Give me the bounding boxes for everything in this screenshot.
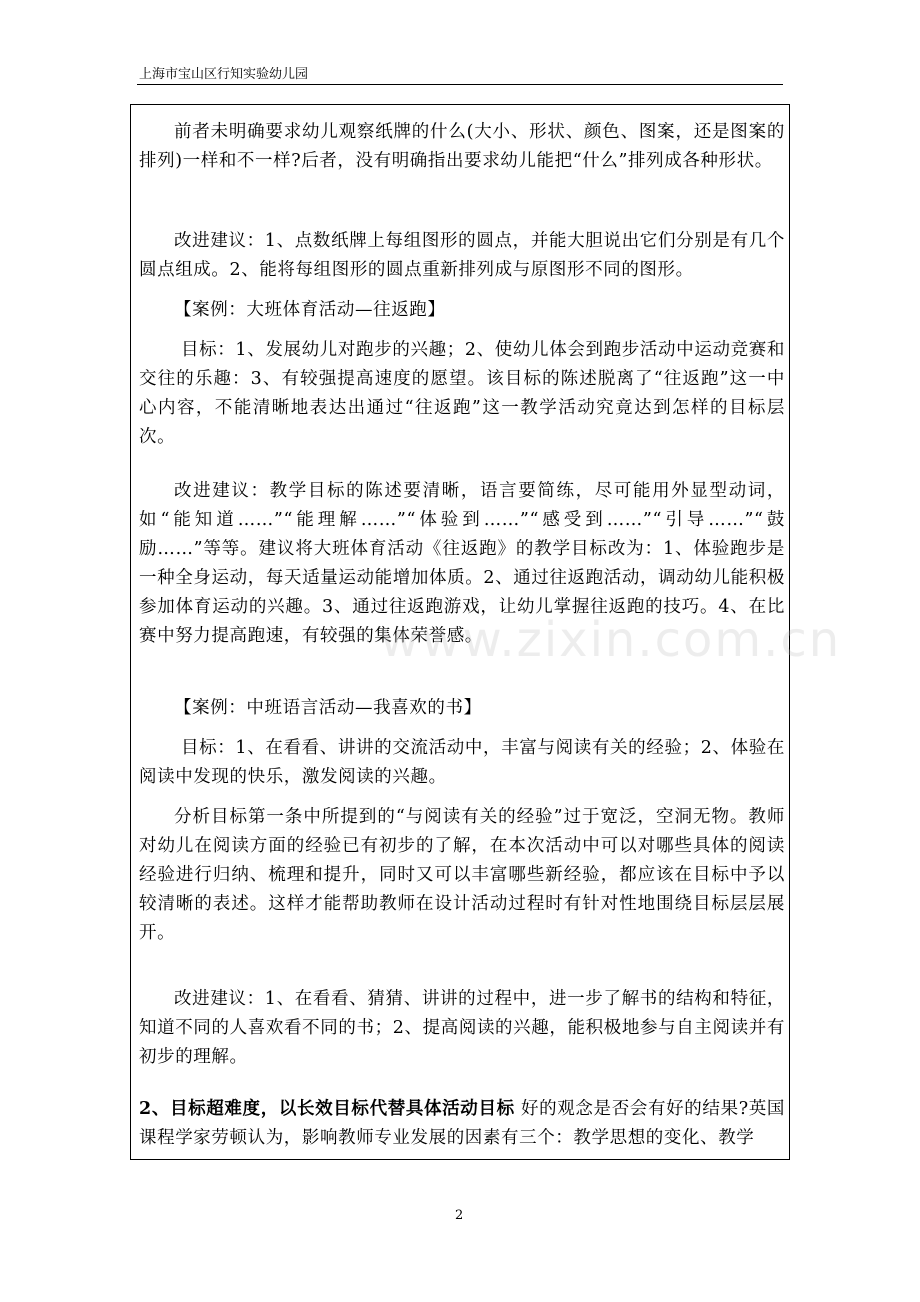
section-2-heading: 2、目标超难度，以长效目标代替具体活动目标 <box>139 1099 515 1119</box>
page-number: 2 <box>455 1208 464 1223</box>
section-2-paragraph <box>139 1095 785 1153</box>
case-title-running: 【案例：大班体育活动—往返跑】 <box>174 300 446 320</box>
paragraph-observation: 前者未明确要求幼儿观察纸牌的什么(大小、形状、颜色、图案，还是图案的排列)一样和不一样?后者，没有明确指出要求幼儿能把“什么”排列成各种形状。 <box>139 122 785 171</box>
header-rule <box>137 84 783 85</box>
paragraph-case1-goal: 目标：1、发展幼儿对跑步的兴趣；2、使幼儿体会到跑步活动中运动竞赛和交往的乐趣：3、有较强提高速度的愿望。该目标的陈述脱离了“往返跑”这一中心内容，不能清晰地表达出通过“往返跑”这一教学活动究竟达到怎样的目标层次。 <box>139 340 785 447</box>
paragraph-case2-suggestion: 改进建议：1、在看看、猜猜、讲讲的过程中，进一步了解书的结构和特征，知道不同的人喜欢看不同的书；2、提高阅读的兴趣，能积极地参与自主阅读并有初步的理解。 <box>139 989 785 1067</box>
paragraph-case2-analysis: 分析目标第一条中所提到的“与阅读有关的经验”过于宽泛，空洞无物。教师对幼儿在阅读方面的经验已有初步的了解，在本次活动中可以对哪些具体的阅读经验进行归纳、梳理和提升，同时又可以丰富哪些新经验，都应该在目标中予以较清晰的表述。这样才能帮助教师在设计活动过程时有针对性地围绕目标层层展开。 <box>139 807 785 943</box>
watermark: www.zixin.com.cn <box>380 612 842 668</box>
case-title-language: 【案例：中班语言活动—我喜欢的书】 <box>174 698 482 718</box>
paragraph-case2-goal: 目标：1、在看看、讲讲的交流活动中，丰富与阅读有关的经验；2、体验在阅读中发现的快乐，激发阅读的兴趣。 <box>139 738 785 787</box>
paragraph-case1-suggestion: 改进建议：教学目标的陈述要清晰，语言要简练，尽可能用外显型动词，如“能知道……”“能理解……”“体验到……”“感受到……”“引导……”“鼓励……”等等。建议将大班体育活动《往返跑》的教学目标改为：1、体验跑步是一种全身运动，每天适量运动能增加体质。2、通过往返跑活动，调动幼儿能积极参加体育运动的兴趣。3、通过往返跑游戏，让幼儿掌握往返跑的技巧。4、在比赛中努力提高跑速，有较强的集体荣誉感。 <box>139 481 785 646</box>
paragraph-suggestion-1: 改进建议：1、点数纸牌上每组图形的圆点，并能大胆说出它们分别是有几个圆点组成。2、能将每组图形的圆点重新排列成与原图形不同的图形。 <box>139 231 785 280</box>
section-2-text: 好的观念是否会有好的结果?英国课程学家劳顿认为，影响教师专业发展的因素有三个：教学思想的变化、教学 <box>139 1099 785 1148</box>
header-text: 上海市宝山区行知实验幼儿园 <box>139 67 309 82</box>
